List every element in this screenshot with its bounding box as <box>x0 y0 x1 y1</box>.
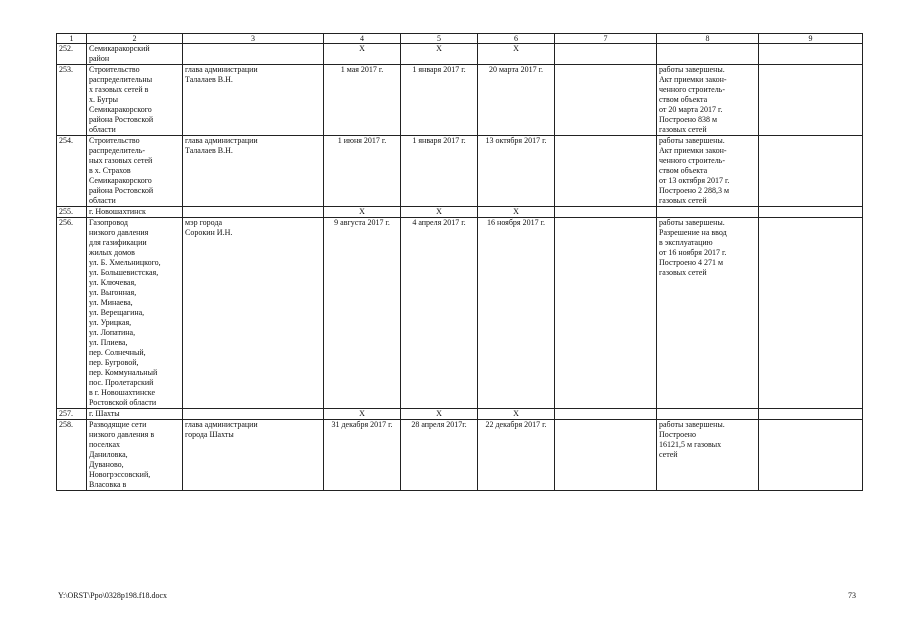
object-name-cell-line: поселках <box>89 440 120 449</box>
row-number-cell: 256. <box>57 218 87 409</box>
col7-cell <box>555 207 657 218</box>
status-cell-line: газовых сетей <box>659 125 707 134</box>
column-number-5: 5 <box>401 34 478 44</box>
responsible-cell-line: глава администрации <box>185 65 258 74</box>
status-cell-line: ченного строитель- <box>659 156 725 165</box>
table-row <box>57 420 863 491</box>
date-col5-cell: 1 января 2017 г. <box>401 136 478 207</box>
object-name-cell-line: ул. Плиева, <box>89 338 128 347</box>
object-name-cell-line: Семикаракорский <box>89 44 150 53</box>
col9-cell <box>759 65 863 136</box>
responsible-cell <box>183 218 324 409</box>
date-col6-cell: 20 марта 2017 г. <box>478 65 555 136</box>
table-row <box>57 218 863 409</box>
table-body <box>57 44 863 491</box>
date-col5-cell: X <box>401 44 478 65</box>
object-name-cell-line: ул. Лопатина, <box>89 328 136 337</box>
row-number-cell: 253. <box>57 65 87 136</box>
date-col4-cell: 1 июня 2017 г. <box>324 136 401 207</box>
responsible-cell <box>183 44 324 65</box>
table-row <box>57 65 863 136</box>
object-name-cell-line: Новогрэссовский, <box>89 470 151 479</box>
object-name-cell <box>87 218 183 409</box>
row-number-cell: 257. <box>57 409 87 420</box>
table-row <box>57 409 863 420</box>
status-cell-line: работы завершены. <box>659 420 725 429</box>
date-col6-cell: X <box>478 207 555 218</box>
file-path: Y:\ORST\Ppo\0328p198.f18.docx <box>58 591 168 600</box>
status-cell-line: работы завершены. <box>659 65 725 74</box>
status-cell-line: ством объекта <box>659 166 708 175</box>
col9-cell <box>759 218 863 409</box>
row-number-cell: 258. <box>57 420 87 491</box>
col9-cell <box>759 136 863 207</box>
date-col5-cell: X <box>401 409 478 420</box>
object-name-cell-line: Разводящие сети <box>89 420 147 429</box>
object-name-cell <box>87 409 183 420</box>
responsible-cell-line: мэр города <box>185 218 223 227</box>
status-cell-line: Построено 2 288,3 м <box>659 186 730 195</box>
object-name-cell-line: низкого давления в <box>89 430 155 439</box>
date-col4-cell: 31 декабря 2017 г. <box>324 420 401 491</box>
date-col6-cell: 22 декабря 2017 г. <box>478 420 555 491</box>
object-name-cell-line: ул. Выгонная, <box>89 288 137 297</box>
object-name-cell-line: в х. Страхов <box>89 166 131 175</box>
date-col5-cell: 1 января 2017 г. <box>401 65 478 136</box>
status-cell <box>657 65 759 136</box>
object-name-cell-line: ул. Урицкая, <box>89 318 132 327</box>
document-table <box>56 33 863 491</box>
object-name-cell-line: Семикаракорского <box>89 176 152 185</box>
responsible-cell-line: Талалаев В.Н. <box>185 75 233 84</box>
object-name-cell <box>87 44 183 65</box>
date-col6-cell: X <box>478 409 555 420</box>
status-cell-line: Акт приемки закон- <box>659 75 727 84</box>
column-number-7: 7 <box>555 34 657 44</box>
date-col5-cell: 28 апреля 2017г. <box>401 420 478 491</box>
responsible-cell <box>183 207 324 218</box>
responsible-cell-line: глава администрации <box>185 420 258 429</box>
object-name-cell <box>87 136 183 207</box>
col7-cell <box>555 44 657 65</box>
responsible-cell-line: Сорокин И.Н. <box>185 228 233 237</box>
responsible-cell <box>183 136 324 207</box>
object-name-cell-line: района Ростовской <box>89 186 154 195</box>
object-name-cell-line: ных газовых сетей <box>89 156 153 165</box>
status-cell-line: Построено 838 м <box>659 115 718 124</box>
object-name-cell-line: пер. Коммунальный <box>89 368 158 377</box>
page-number: 73 <box>848 591 856 600</box>
status-cell-line: Разрешение на ввод <box>659 228 727 237</box>
column-number-8: 8 <box>657 34 759 44</box>
col7-cell <box>555 136 657 207</box>
status-cell <box>657 409 759 420</box>
object-name-cell-line: Строительство <box>89 136 140 145</box>
object-name-cell-line: для газификации <box>89 238 147 247</box>
object-name-cell-line: ул. Большевистская, <box>89 268 159 277</box>
col7-cell <box>555 218 657 409</box>
status-cell <box>657 44 759 65</box>
object-name-cell-line: Семикаракорского <box>89 105 152 114</box>
table-row <box>57 207 863 218</box>
status-cell-line: ченного строитель- <box>659 85 725 94</box>
object-name-cell-line: ул. Минаева, <box>89 298 133 307</box>
object-name-cell-line: Строительство <box>89 65 140 74</box>
column-number-row <box>57 34 863 44</box>
status-cell-line: сетей <box>659 450 678 459</box>
status-cell <box>657 136 759 207</box>
date-col5-cell: 4 апреля 2017 г. <box>401 218 478 409</box>
date-col5-cell: X <box>401 207 478 218</box>
status-cell-line: работы завершены. <box>659 136 725 145</box>
object-name-cell <box>87 420 183 491</box>
status-cell <box>657 218 759 409</box>
column-number-9: 9 <box>759 34 863 44</box>
column-number-3: 3 <box>183 34 324 44</box>
responsible-cell <box>183 420 324 491</box>
status-cell <box>657 207 759 218</box>
status-cell-line: от 20 марта 2017 г. <box>659 105 723 114</box>
object-name-cell-line: х. Бугры <box>89 95 119 104</box>
date-col4-cell: 1 мая 2017 г. <box>324 65 401 136</box>
status-cell-line: газовых сетей <box>659 196 707 205</box>
object-name-cell-line: пер. Бугровой, <box>89 358 139 367</box>
object-name-cell-line: области <box>89 196 116 205</box>
col9-cell <box>759 409 863 420</box>
status-cell-line: Построено 4 271 м <box>659 258 724 267</box>
object-name-cell-line: Даниловка, <box>89 450 128 459</box>
status-cell-line: от 16 ноября 2017 г. <box>659 248 727 257</box>
object-name-cell-line: района Ростовской <box>89 115 154 124</box>
row-number-cell: 255. <box>57 207 87 218</box>
object-name-cell-line: в г. Новошахтинске <box>89 388 156 397</box>
object-name-cell <box>87 65 183 136</box>
status-cell-line: 16121,5 м газовых <box>659 440 722 449</box>
status-cell <box>657 420 759 491</box>
responsible-cell <box>183 65 324 136</box>
object-name-cell-line: г. Шахты <box>89 409 120 418</box>
status-cell-line: ством объекта <box>659 95 708 104</box>
responsible-cell-line: глава администрации <box>185 136 258 145</box>
object-name-cell-line: распределитель- <box>89 146 146 155</box>
object-name-cell-line: пер. Солнечный, <box>89 348 146 357</box>
column-number-1: 1 <box>57 34 87 44</box>
col7-cell <box>555 420 657 491</box>
table-row <box>57 44 863 65</box>
object-name-cell-line: ул. Ключевая, <box>89 278 137 287</box>
object-name-cell-line: г. Новошахтинск <box>89 207 146 216</box>
responsible-cell-line: Талалаев В.Н. <box>185 146 233 155</box>
column-number-4: 4 <box>324 34 401 44</box>
object-name-cell-line: области <box>89 125 116 134</box>
col9-cell <box>759 44 863 65</box>
object-name-cell-line: район <box>89 54 110 63</box>
column-number-2: 2 <box>87 34 183 44</box>
date-col4-cell: X <box>324 409 401 420</box>
date-col6-cell: 16 ноября 2017 г. <box>478 218 555 409</box>
status-cell-line: Акт приемки закон- <box>659 146 727 155</box>
object-name-cell-line: пос. Пролетарский <box>89 378 154 387</box>
object-name-cell-line: ул. Б. Хмельницкого, <box>89 258 161 267</box>
col7-cell <box>555 409 657 420</box>
date-col4-cell: X <box>324 44 401 65</box>
col9-cell <box>759 420 863 491</box>
object-name-cell <box>87 207 183 218</box>
row-number-cell: 254. <box>57 136 87 207</box>
object-name-cell-line: жилых домов <box>89 248 135 257</box>
row-number-cell: 252. <box>57 44 87 65</box>
date-col6-cell: 13 октября 2017 г. <box>478 136 555 207</box>
status-cell-line: работы завершены. <box>659 218 725 227</box>
object-name-cell-line: Дуваново, <box>89 460 124 469</box>
object-name-cell-line: Газопровод <box>89 218 128 227</box>
object-name-cell-line: низкого давления <box>89 228 149 237</box>
col7-cell <box>555 65 657 136</box>
responsible-cell <box>183 409 324 420</box>
object-name-cell-line: Власовка в <box>89 480 127 489</box>
status-cell-line: от 13 октября 2017 г. <box>659 176 730 185</box>
status-cell-line: Построено <box>659 430 697 439</box>
date-col6-cell: X <box>478 44 555 65</box>
status-cell-line: в эксплуатацию <box>659 238 713 247</box>
col9-cell <box>759 207 863 218</box>
date-col4-cell: X <box>324 207 401 218</box>
object-name-cell-line: распределительны <box>89 75 153 84</box>
date-col4-cell: 9 августа 2017 г. <box>324 218 401 409</box>
responsible-cell-line: города Шахты <box>185 430 234 439</box>
column-number-6: 6 <box>478 34 555 44</box>
object-name-cell-line: ул. Верещагина, <box>89 308 145 317</box>
table-row <box>57 136 863 207</box>
status-cell-line: газовых сетей <box>659 268 707 277</box>
object-name-cell-line: Ростовской области <box>89 398 157 407</box>
object-name-cell-line: х газовых сетей в <box>89 85 149 94</box>
